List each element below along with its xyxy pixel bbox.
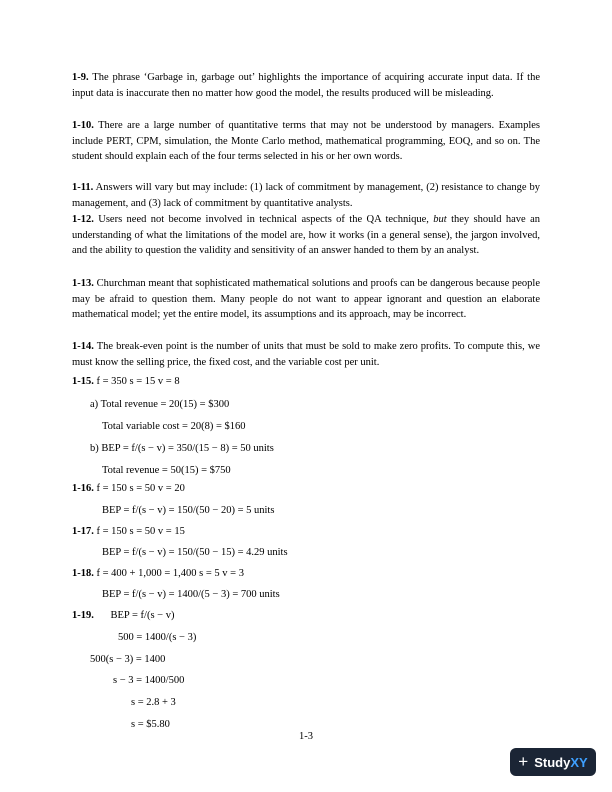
answer-1-11 xyxy=(72,180,540,211)
studyxy-badge[interactable] xyxy=(510,748,596,776)
answer-text: they should have an understanding of what the limitations of the model are, how it works (in a general sense), the jargon involved, and the ability to question the validity and sensitivity of an answer handed to them by an analyst. xyxy=(72,214,540,257)
answer-1-10 xyxy=(72,118,540,165)
equation-line xyxy=(131,718,170,731)
plus-icon: + xyxy=(518,752,529,771)
equation-line xyxy=(102,546,288,559)
answer-number: 1-14. xyxy=(72,341,94,352)
equation-text: BEP = f/(s − v) = 150/(50 − 20) = 5 units xyxy=(102,505,275,516)
answer-number: 1-19. xyxy=(72,610,94,621)
equation-text: Total variable cost = 20(8) = $160 xyxy=(102,421,246,432)
answer-text: The phrase ‘Garbage in, garbage out’ highlights the importance of acquiring accurate input data. If the input data is inaccurate then no matter how good the model, the results produced will be misleading. xyxy=(72,72,540,99)
answer-number: 1-12. xyxy=(72,214,94,225)
answer-1-9 xyxy=(72,70,540,101)
answer-number: 1-10. xyxy=(72,120,94,131)
answer-number: 1-17. xyxy=(72,526,94,537)
page-number: 1-3 xyxy=(299,731,313,742)
equation-text: s = 2.8 + 3 xyxy=(131,697,176,708)
answer-1-18-line xyxy=(72,567,244,580)
answer-number: 1-11. xyxy=(72,182,94,193)
equation-text: BEP = f/(s − v) = 150/(50 − 15) = 4.29 units xyxy=(102,547,288,558)
equation-line xyxy=(102,588,280,601)
answer-number: 1-9. xyxy=(72,72,89,83)
equation-text: Total revenue = 50(15) = $750 xyxy=(102,465,231,476)
equation-line xyxy=(118,631,196,644)
equation-text: BEP = f/(s − v) xyxy=(110,610,175,621)
equation-text: s = $5.80 xyxy=(131,719,170,730)
equation-text: f = 150 s = 50 v = 15 xyxy=(96,526,185,537)
answer-1-15-line xyxy=(72,375,180,388)
equation-text: a) Total revenue = 20(15) = $300 xyxy=(90,399,230,410)
badge-word-study: Study xyxy=(534,754,571,770)
answer-1-19-line xyxy=(72,609,174,622)
answer-number: 1-18. xyxy=(72,568,94,579)
equation-line xyxy=(90,442,274,455)
equation-text: 500(s − 3) = 1400 xyxy=(90,654,166,665)
equation-text: 500 = 1400/(s − 3) xyxy=(118,632,197,643)
answer-text: The break-even point is the number of units that must be sold to make zero profits. To compute this, we must know the selling price, the fixed cost, and the variable cost per unit. xyxy=(72,341,540,368)
equation-text: BEP = f/(s − v) = 1400/(5 − 3) = 700 units xyxy=(102,589,280,600)
answer-emphasis: but xyxy=(433,214,447,225)
equation-line xyxy=(102,464,231,477)
equation-text: s − 3 = 1400/500 xyxy=(113,675,185,686)
answer-text: Users need not become involved in technical aspects of the QA technique, xyxy=(98,214,429,225)
answer-1-17-line xyxy=(72,525,185,538)
equation-line xyxy=(90,653,165,666)
equation-text: f = 400 + 1,000 = 1,400 s = 5 v = 3 xyxy=(96,568,244,579)
equation-line xyxy=(90,398,229,411)
answer-number: 1-15. xyxy=(72,376,94,387)
answer-number: 1-13. xyxy=(72,278,94,289)
equation-text: f = 350 s = 15 v = 8 xyxy=(96,376,180,387)
badge-word-xy: XY xyxy=(570,754,588,770)
answer-text: Churchman meant that sophisticated mathematical solutions and proofs can be dangerous because people may be afraid to question them. Many people do not want to appear ignorant and question an elaborate mathematical model; yet the entire model, its assumptions and its approach, may be incorrect. xyxy=(72,278,541,321)
equation-text: f = 150 s = 50 v = 20 xyxy=(96,483,185,494)
equation-line xyxy=(102,420,246,433)
equation-line xyxy=(113,674,184,687)
answer-text: Answers will vary but may include: (1) lack of commitment by management, (2) resistance to change by management, and (3) lack of commitment by quantitative analysts. xyxy=(72,182,540,209)
equation-text: b) BEP = f/(s − v) = 350/(15 − 8) = 50 units xyxy=(90,443,274,454)
answer-1-13 xyxy=(72,276,540,323)
answer-1-12 xyxy=(72,212,540,259)
answer-1-16-line xyxy=(72,482,185,495)
equation-line xyxy=(102,504,274,517)
answer-1-14 xyxy=(72,339,540,370)
equation-line xyxy=(131,696,176,709)
answer-text: There are a large number of quantitative terms that may not be understood by managers. Examples include PERT, CPM, simulation, the Monte Carlo method, mathematical programming, EOQ, and so on. The student should explain each of the four terms selected in his or her own words. xyxy=(72,120,540,163)
answer-number: 1-16. xyxy=(72,483,94,494)
